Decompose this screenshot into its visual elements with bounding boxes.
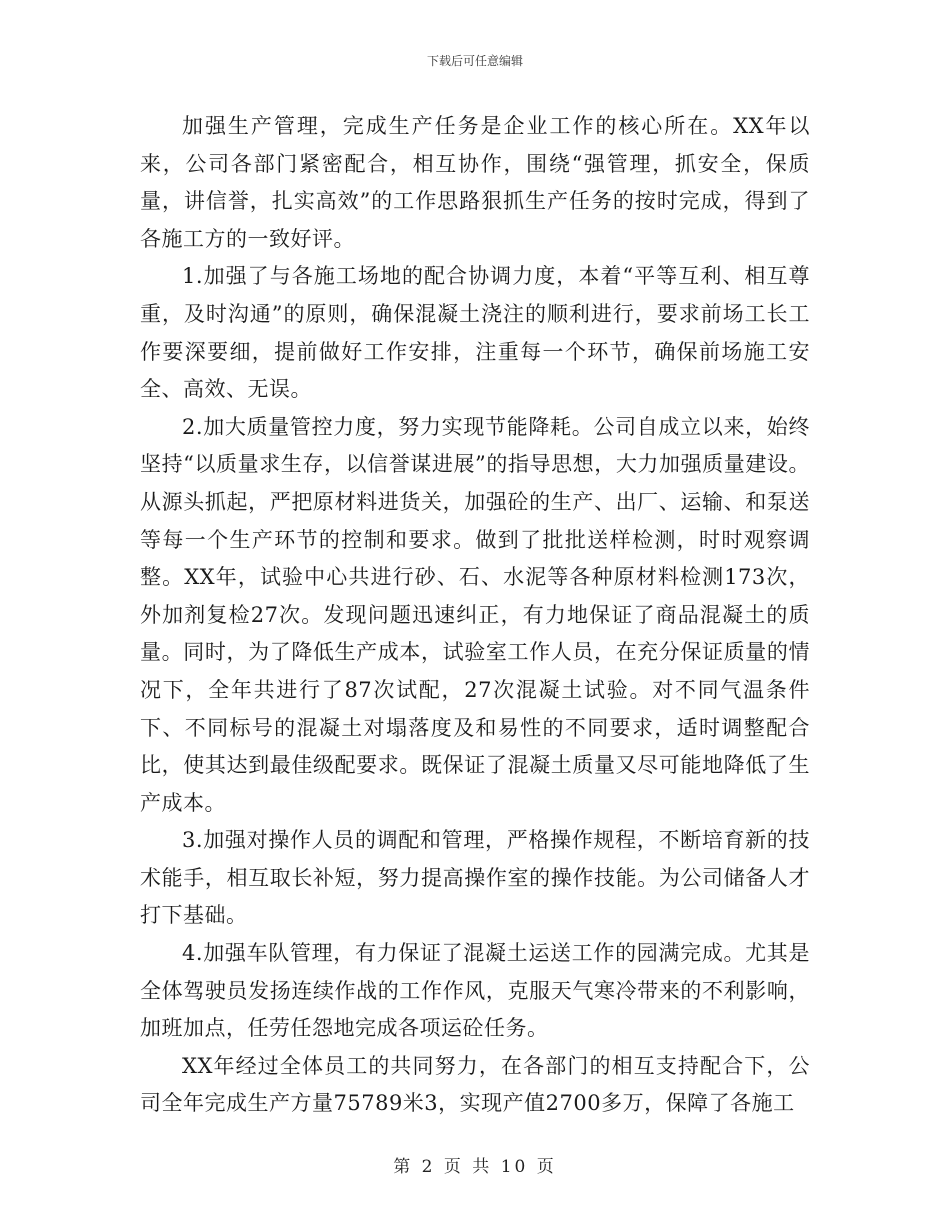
paragraph-summary: XX年经过全体员工的共同努力，在各部门的相互支持配合下，公司全年完成生产方量75789米3，实现产值2700多万，保障了各施工 [140, 1053, 810, 1116]
page-header: 下载后可任意编辑 [426, 54, 523, 68]
paragraph-item-1: 1.加强了与各施工场地的配合协调力度，本着“平等互利、相互尊重，及时沟通”的原则，确保混凝土浇注的顺利进行，要求前场工长工作要深要细，提前做好工作安排，注重每一个环节，确保前场施工安全、高效、无误。 [140, 264, 810, 402]
paragraph-item-2: 2.加大质量管控力度，努力实现节能降耗。公司自成立以来，始终坚持“以质量求生存，以信誉谋进展”的指导思想，大力加强质量建设。从源头抓起，严把原材料进货关，加强砼的生产、出厂、运输、和泵送等每一个生产环节的控制和要求。做到了批批送样检测，时时观察调整。XX年，试验中心共进行砂、石、水泥等各种原材料检测173次，外加剂复检27次。发现问题迅速纠正，有力地保证了商品混凝土的质量。同时，为了降低生产成本，试验室工作人员，在充分保证质量的情况下，全年共进行了87次试配，27次混凝土试验。对不同气温条件下、不同标号的混凝土对塌落度及和易性的不同要求，适时调整配合比，使其达到最佳级配要求。既保证了混凝土质量又尽可能地降低了生产成本。 [140, 414, 810, 815]
page-footer: 第 2 页 共 10 页 [393, 1157, 557, 1177]
paragraph-item-4: 4.加强车队管理，有力保证了混凝土运送工作的园满完成。尤其是全体驾驶员发扬连续作战的工作作风，克服天气寒冷带来的不利影响，加班加点，任劳任怨地完成各项运砼任务。 [140, 941, 810, 1041]
paragraph-intro: 加强生产管理，完成生产任务是企业工作的核心所在。XX年以来，公司各部门紧密配合，相互协作，围绕“强管理，抓安全，保质量，讲信誉，扎实高效”的工作思路狠抓生产任务的按时完成，得到了各施工方的一致好评。 [140, 114, 810, 251]
paragraph-item-3: 3.加强对操作人员的调配和管理，严格操作规程，不断培育新的技术能手，相互取长补短，努力提高操作室的操作技能。为公司储备人才打下基础。 [140, 828, 810, 928]
document-body [140, 108, 810, 1123]
